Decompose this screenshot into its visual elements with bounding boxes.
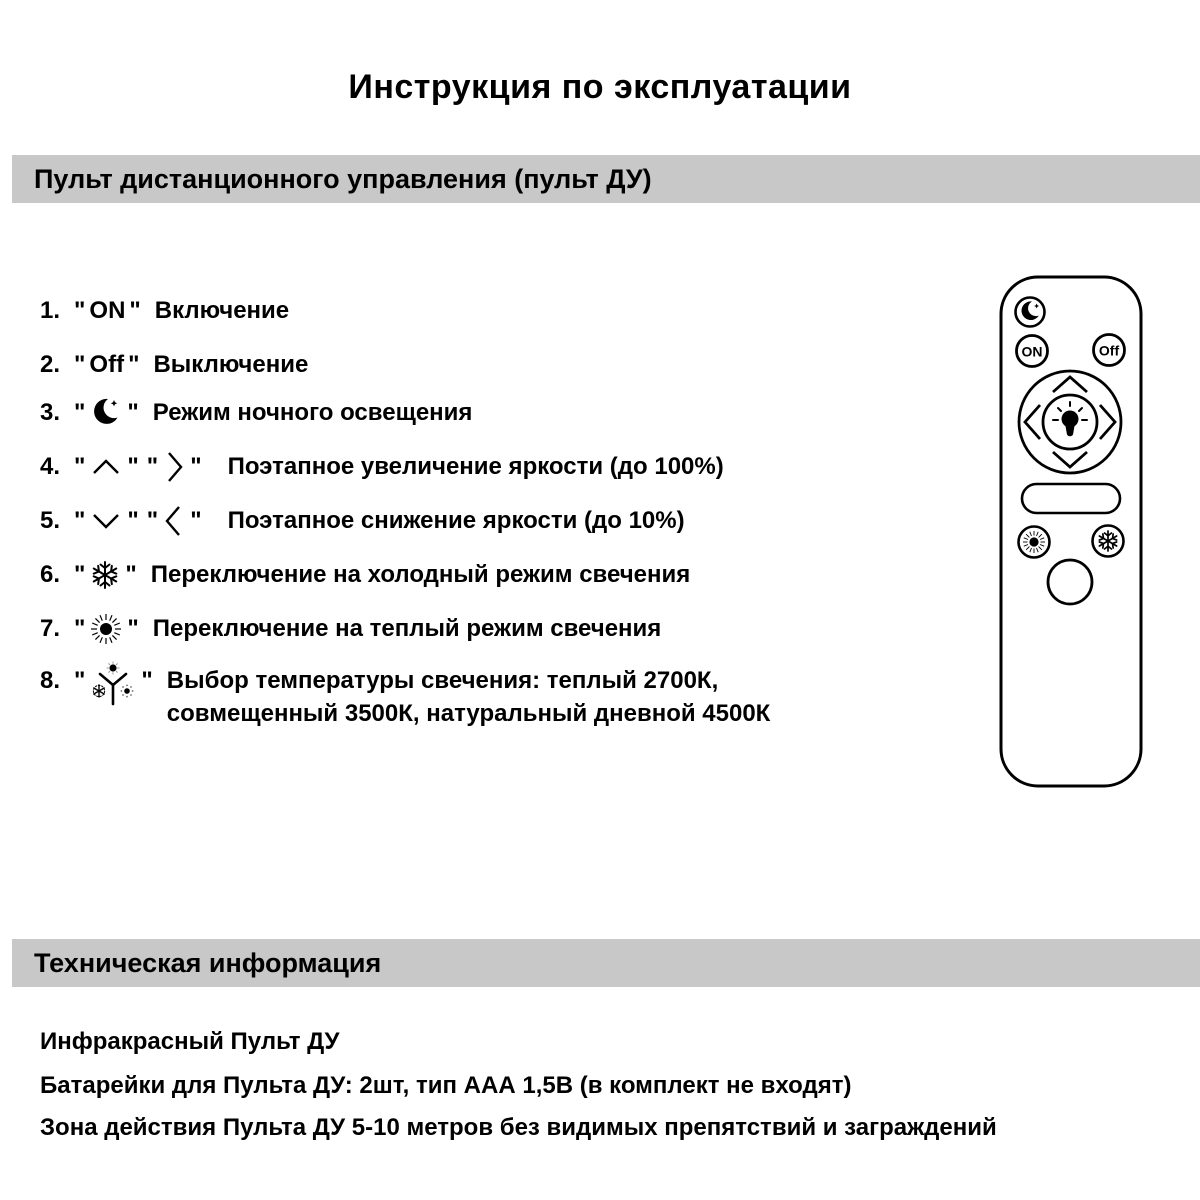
item-number: 1. xyxy=(40,297,61,324)
mini-snowflake-left xyxy=(94,685,105,697)
item-description: Выключение xyxy=(153,351,309,378)
item-description: Переключение на холодный режим свечения xyxy=(150,561,691,588)
item-number: 2. xyxy=(40,351,61,378)
item-number: 4. xyxy=(40,453,61,480)
item-number: 3. xyxy=(40,399,61,426)
item-description: Переключение на теплый режим свечения xyxy=(152,615,662,642)
item-number: 7. xyxy=(40,615,61,642)
item-number: 8. xyxy=(40,667,61,694)
section-header-tech-label: Техническая информация xyxy=(34,947,382,978)
sun-icon xyxy=(89,612,123,646)
chevron-down-icon xyxy=(89,508,123,534)
instruction-item-off: 2. " Off " Выключение xyxy=(40,351,309,378)
section-header-remote-label: Пульт дистанционного управления (пульт ДУ) xyxy=(34,163,652,194)
instruction-item-on: 1. " ON " Включение xyxy=(40,297,290,324)
chevron-up-icon xyxy=(89,454,123,480)
tech-info-line: Зона действия Пульта ДУ 5-10 метров без видимых препятствий и заграждений xyxy=(40,1114,997,1141)
svg-text:ON: ON xyxy=(1021,343,1043,360)
warm-mode-button xyxy=(1019,527,1050,558)
instruction-item-brightness-down: 5. " " " " Поэтапное снижение яркости (до 10%) xyxy=(40,501,685,541)
tech-info-line: Инфракрасный Пульт ДУ xyxy=(40,1028,340,1055)
color-temperature-select-icon xyxy=(89,660,137,708)
tech-info-line: Батарейки для Пульта ДУ: 2шт, тип ААА 1,5В (в комплект не входят) xyxy=(40,1072,852,1099)
svg-text:Off: Off xyxy=(1098,342,1120,359)
item-description: Поэтапное снижение яркости (до 10%) xyxy=(227,507,685,534)
mini-sun-right xyxy=(121,685,134,698)
remote-control-illustration xyxy=(999,275,1144,789)
section-header-remote xyxy=(12,155,1200,203)
page-title: Инструкция по эксплуатации xyxy=(348,68,852,106)
item-number: 6. xyxy=(40,561,61,588)
item-description: Режим ночного освещения xyxy=(152,399,473,426)
chevron-left-icon xyxy=(162,503,186,539)
section-header-tech xyxy=(12,939,1200,987)
instruction-item-night-mode: 3. " " Режим ночного освещения xyxy=(40,393,472,433)
item-description-line2: совмещенный 3500К, натуральный дневной 4500К xyxy=(166,700,771,727)
item-description-line1: Выбор температуры свечения: теплый 2700К, xyxy=(166,667,719,694)
instruction-item-warm-mode: 7. " " Переключение на теплый режим свечения xyxy=(40,609,661,649)
item-description xyxy=(167,664,771,730)
instruction-item-brightness-up: 4. " " " " Поэтапное увеличение яркости (до 100%) xyxy=(40,447,724,487)
snowflake-icon xyxy=(89,559,121,591)
item-description: Поэтапное увеличение яркости (до 100%) xyxy=(227,453,724,480)
item-description: Включение xyxy=(154,297,290,324)
on-key-label: ON xyxy=(89,297,126,324)
moon-icon xyxy=(89,395,123,431)
mini-sun-top xyxy=(107,662,120,675)
off-key-label: Off xyxy=(89,351,125,378)
instruction-item-cold-mode: 6. " " Переключение на холодный режим свечения xyxy=(40,555,690,595)
chevron-right-icon xyxy=(162,449,186,485)
instruction-item-temp-select: 8. " " Выбор температуры свечения: теплый 2700К, совмещенный 3500К, натуральный дневной 4500К xyxy=(40,660,770,700)
item-number: 5. xyxy=(40,507,61,534)
